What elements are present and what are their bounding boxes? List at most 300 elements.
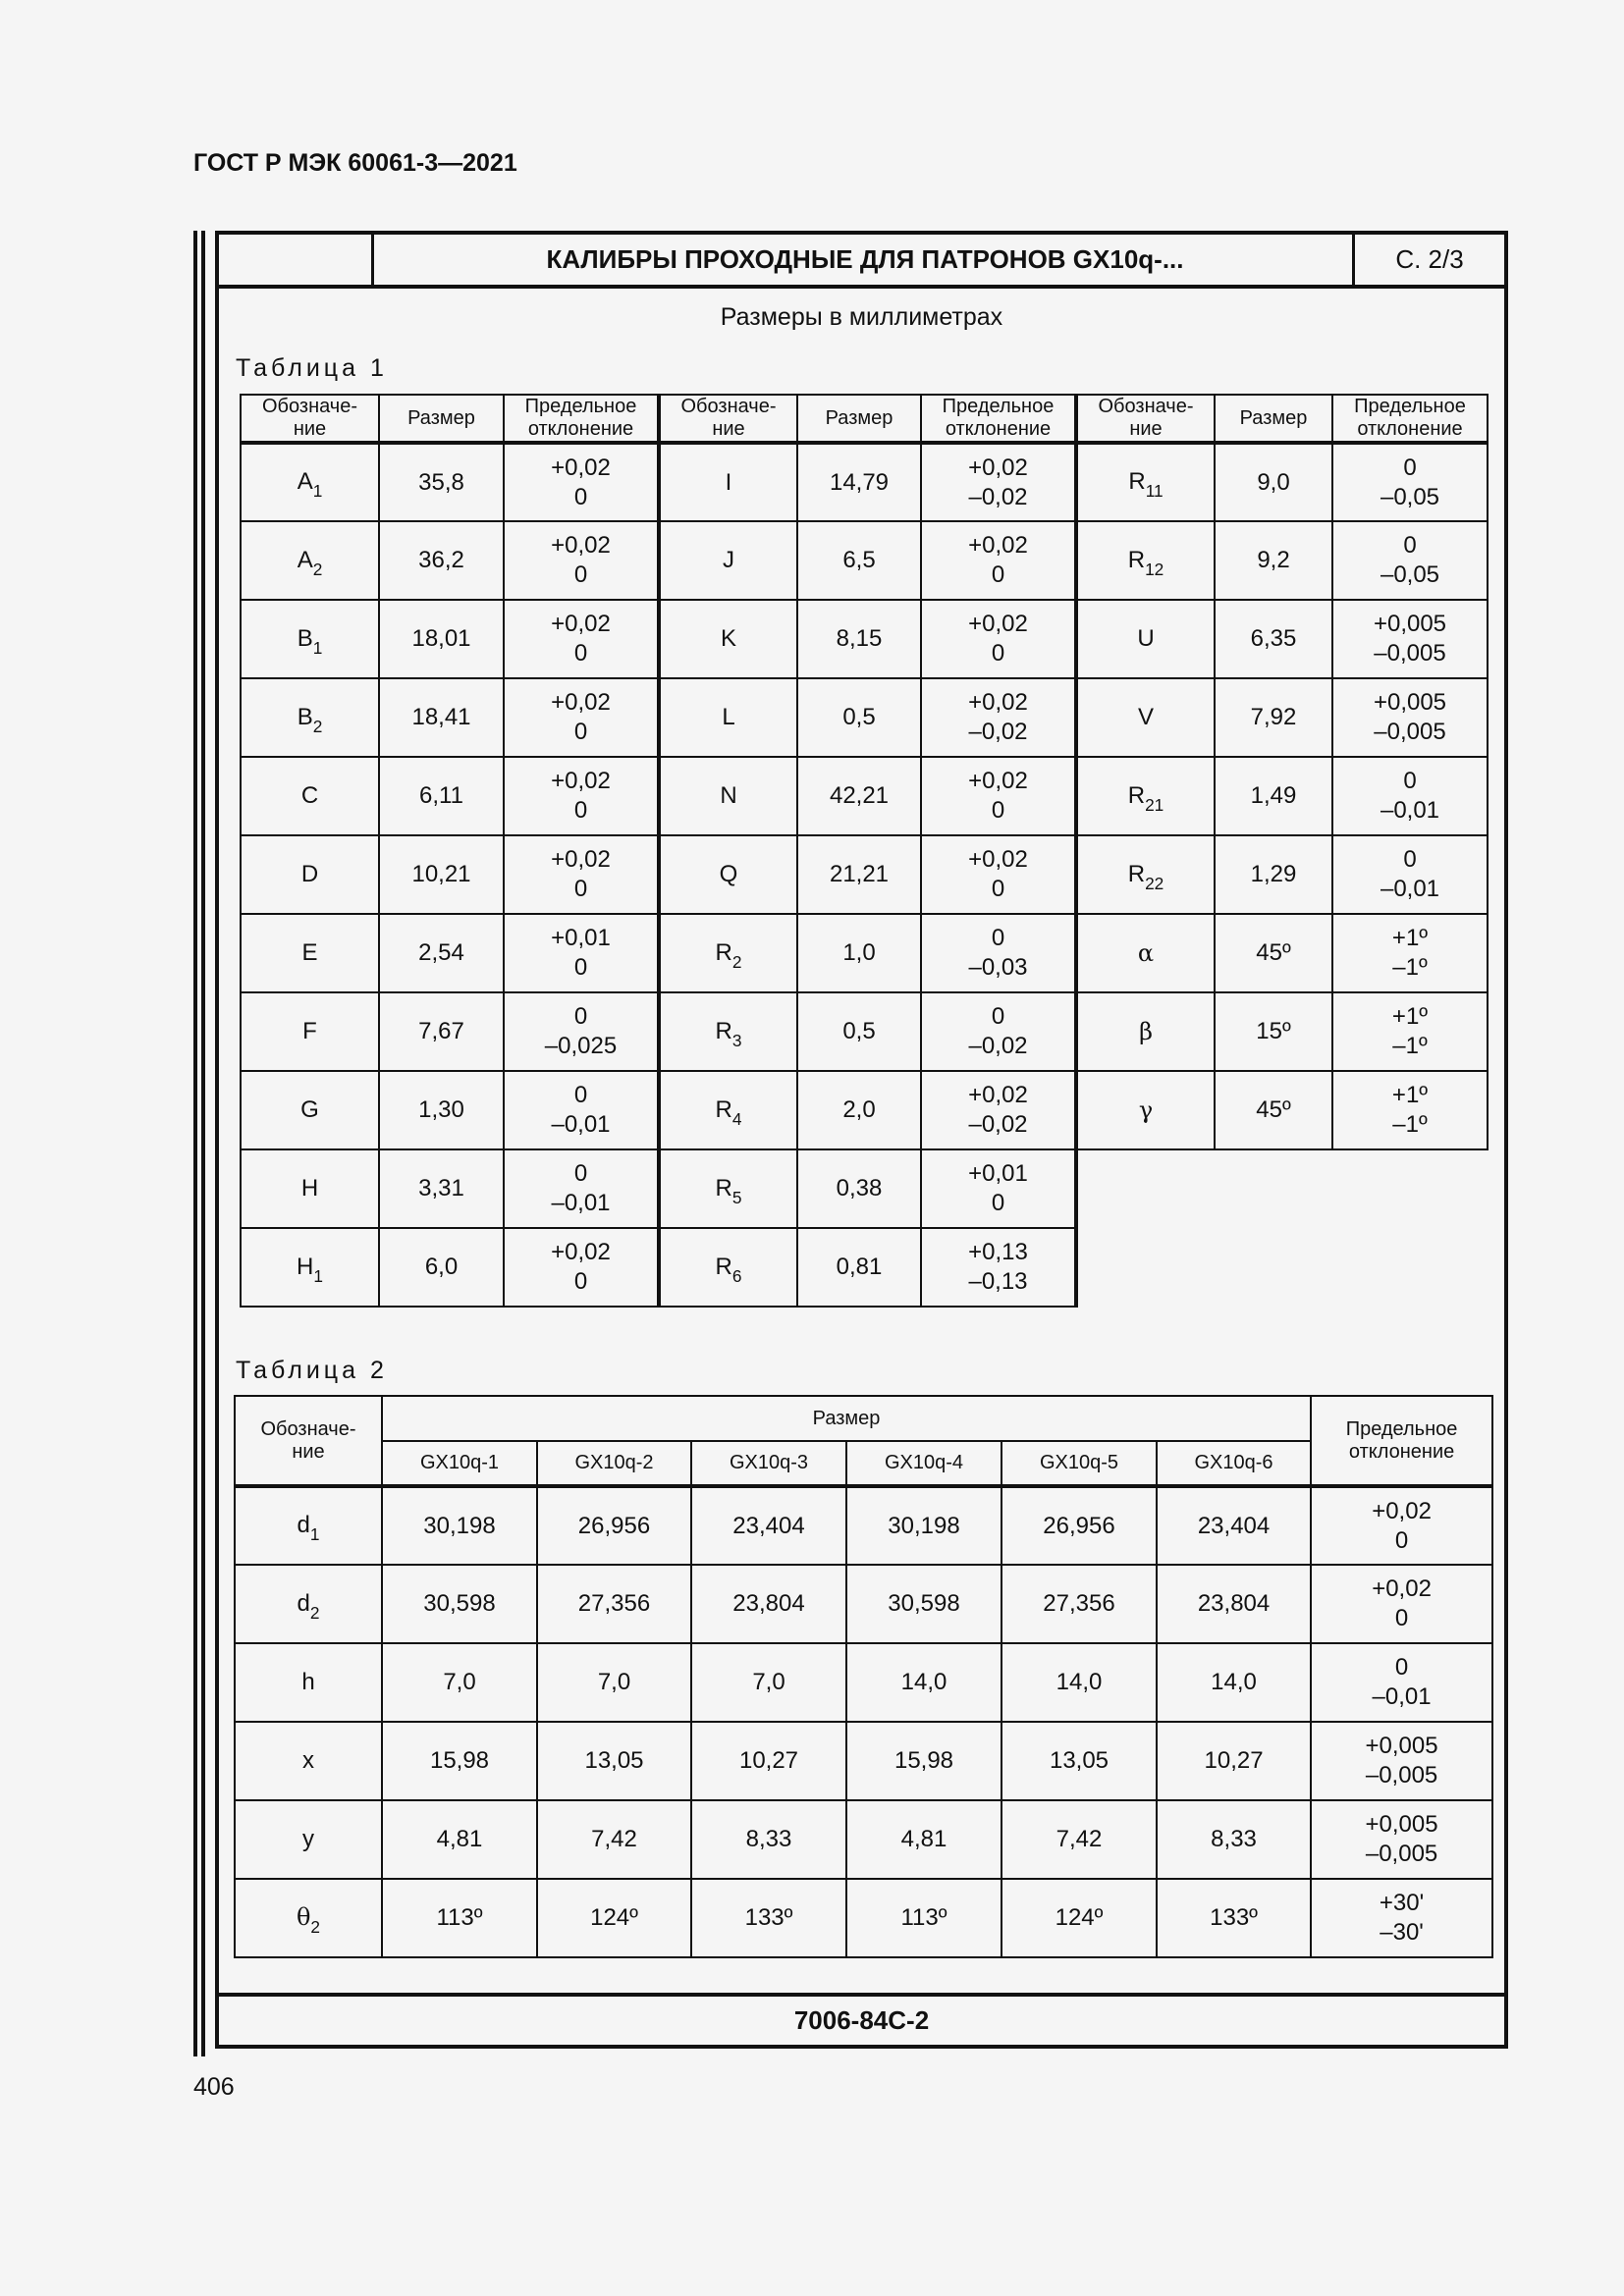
deviation-cell xyxy=(1332,678,1488,757)
designation-cell xyxy=(241,1071,379,1149)
designation-cell xyxy=(241,757,379,835)
designation-subscript: 3 xyxy=(731,1030,742,1050)
size-cell: 13,05 xyxy=(537,1722,691,1800)
size-cell: 7,42 xyxy=(1001,1800,1157,1879)
designation-subscript: 2 xyxy=(312,559,323,579)
sheet-number: С. 2/3 xyxy=(1352,235,1504,285)
deviation-line: 0 xyxy=(991,876,1005,902)
deviation-line: +0,02 xyxy=(968,846,1028,873)
deviation-line: +0,02 xyxy=(968,1082,1028,1108)
designation-symbol: L xyxy=(722,704,735,730)
designation-symbol: R xyxy=(1127,781,1146,809)
designation-symbol: R xyxy=(715,1253,732,1280)
size-cell: 113º xyxy=(382,1879,537,1957)
table-row xyxy=(241,443,1488,521)
designation-cell xyxy=(241,600,379,678)
size-cell: 30,198 xyxy=(382,1486,537,1565)
deviation-line: 0 xyxy=(573,1082,588,1108)
size-cell: 27,356 xyxy=(537,1565,691,1643)
table2-type-row xyxy=(235,1441,1492,1486)
deviation-line: –0,03 xyxy=(968,954,1028,981)
size-cell: 7,42 xyxy=(537,1800,691,1879)
designation-cell xyxy=(659,521,797,600)
size-cell: 0,5 xyxy=(797,678,921,757)
deviation-cell xyxy=(1332,1071,1488,1149)
deviation-line: +30' xyxy=(1379,1890,1425,1916)
deviation-line: +0,02 xyxy=(551,846,611,873)
table1-caption: Таблица 1 xyxy=(236,354,388,382)
size-cell: 4,81 xyxy=(382,1800,537,1879)
designation-cell xyxy=(241,1149,379,1228)
deviation-cell xyxy=(1332,757,1488,835)
designation-symbol: x xyxy=(302,1747,314,1774)
table-row xyxy=(235,1565,1492,1643)
designation-cell xyxy=(1076,992,1215,1071)
designation-symbol: y xyxy=(302,1826,314,1852)
designation-symbol: A xyxy=(297,546,313,573)
deviation-cell xyxy=(504,678,659,757)
designation-symbol: R xyxy=(715,1174,732,1201)
deviation-line: 0 xyxy=(1403,768,1417,794)
deviation-line: –0,01 xyxy=(1380,876,1440,902)
designation-subscript: 2 xyxy=(731,951,742,972)
empty-cell xyxy=(1076,1228,1215,1307)
designation-cell xyxy=(659,443,797,521)
size-cell: 13,05 xyxy=(1001,1722,1157,1800)
designation-symbol: C xyxy=(300,782,319,809)
binding-line xyxy=(201,231,205,2056)
type-header-cell: GX10q-1 xyxy=(382,1441,537,1486)
deviation-line: +0,02 xyxy=(968,611,1028,637)
designation-subscript: 1 xyxy=(309,1524,320,1544)
type-header-cell: GX10q-2 xyxy=(537,1441,691,1486)
deviation-line: 0 xyxy=(573,797,588,824)
deviation-cell xyxy=(504,992,659,1071)
table1-header-row xyxy=(241,395,1488,443)
size-cell: 18,41 xyxy=(379,678,504,757)
size-cell: 2,0 xyxy=(797,1071,921,1149)
deviation-line: +0,02 xyxy=(968,532,1028,559)
deviation-line: 0 xyxy=(573,561,588,588)
size-cell: 113º xyxy=(846,1879,1001,1957)
size-cell: 21,21 xyxy=(797,835,921,914)
size-cell: 8,15 xyxy=(797,600,921,678)
table1-header-cell: Обозначе- ние xyxy=(659,395,797,443)
designation-symbol: θ xyxy=(296,1903,311,1931)
deviation-line: 0 xyxy=(573,483,588,510)
designation-symbol: α xyxy=(1137,938,1155,967)
size-cell: 15º xyxy=(1215,992,1332,1071)
size-cell: 23,804 xyxy=(691,1565,846,1643)
size-cell: 42,21 xyxy=(797,757,921,835)
designation-symbol: R xyxy=(1127,860,1146,887)
table-row xyxy=(241,600,1488,678)
table-row xyxy=(241,1228,1488,1307)
deviation-cell xyxy=(504,521,659,600)
type-header-cell: GX10q-6 xyxy=(1157,1441,1311,1486)
designation-subscript: 1 xyxy=(312,481,323,501)
deviation-line: +0,02 xyxy=(968,454,1028,481)
size-cell: 8,33 xyxy=(1157,1800,1311,1879)
deviation-cell xyxy=(1332,835,1488,914)
deviation-line: 0 xyxy=(573,1003,588,1030)
deviation-line: 0 xyxy=(1403,532,1417,559)
deviation-line: 0 xyxy=(1403,454,1417,481)
deviation-line: –0,13 xyxy=(968,1268,1028,1295)
designation-subscript: 11 xyxy=(1145,481,1164,501)
deviation-line: 0 xyxy=(991,925,1005,951)
designation-subscript: 1 xyxy=(313,1265,323,1286)
deviation-line: –0,01 xyxy=(1372,1683,1432,1710)
designation-cell xyxy=(241,443,379,521)
table1-header-cell: Предельное отклонение xyxy=(1332,395,1488,443)
size-cell: 133º xyxy=(691,1879,846,1957)
designation-symbol: D xyxy=(300,861,319,887)
table1-dimensions xyxy=(240,394,1489,1308)
deviation-line: 0 xyxy=(573,640,588,667)
table-row xyxy=(241,521,1488,600)
designation-symbol: V xyxy=(1137,704,1154,730)
sheet-title: КАЛИБРЫ ПРОХОДНЫЕ ДЛЯ ПАТРОНОВ GX10q-... xyxy=(546,244,1184,274)
deviation-line: –0,05 xyxy=(1380,483,1440,510)
designation-cell xyxy=(659,678,797,757)
empty-cell xyxy=(1332,1149,1488,1228)
table-row xyxy=(241,678,1488,757)
deviation-line: –0,05 xyxy=(1380,561,1440,588)
deviation-line: +0,02 xyxy=(551,689,611,716)
designation-symbol: F xyxy=(302,1018,317,1044)
designation-subscript: 2 xyxy=(310,1917,321,1937)
deviation-cell xyxy=(921,914,1076,992)
deviation-cell xyxy=(1332,914,1488,992)
designation-cell xyxy=(659,1149,797,1228)
designation-subscript: 22 xyxy=(1145,873,1164,893)
size-cell: 9,0 xyxy=(1215,443,1332,521)
deviation-line: –0,005 xyxy=(1374,640,1446,667)
deviation-cell xyxy=(921,835,1076,914)
deviation-cell xyxy=(504,443,659,521)
deviation-cell xyxy=(504,757,659,835)
designation-cell xyxy=(659,992,797,1071)
size-cell: 14,79 xyxy=(797,443,921,521)
type-header-cell: GX10q-5 xyxy=(1001,1441,1157,1486)
designation-symbol: G xyxy=(300,1096,319,1123)
deviation-line: +0,02 xyxy=(1372,1575,1432,1602)
deviation-line: 0 xyxy=(991,1003,1005,1030)
designation-cell xyxy=(241,992,379,1071)
designation-cell xyxy=(235,1565,382,1643)
empty-cell xyxy=(1215,1149,1332,1228)
deviation-line: –1º xyxy=(1392,954,1428,981)
table-row xyxy=(235,1643,1492,1722)
size-cell: 4,81 xyxy=(846,1800,1001,1879)
deviation-cell xyxy=(921,757,1076,835)
designation-cell xyxy=(1076,521,1215,600)
deviation-cell xyxy=(1311,1643,1492,1722)
size-cell: 23,404 xyxy=(691,1486,846,1565)
table2-dimensions xyxy=(234,1395,1493,1958)
designation-cell xyxy=(1076,914,1215,992)
size-cell: 7,0 xyxy=(537,1643,691,1722)
designation-cell xyxy=(241,678,379,757)
designation-symbol: B xyxy=(297,624,313,652)
designation-symbol: R xyxy=(715,938,732,966)
size-cell: 30,598 xyxy=(846,1565,1001,1643)
size-cell: 15,98 xyxy=(846,1722,1001,1800)
designation-symbol: E xyxy=(301,939,318,966)
table-row xyxy=(235,1800,1492,1879)
designation-cell xyxy=(659,914,797,992)
size-cell: 15,98 xyxy=(382,1722,537,1800)
designation-cell xyxy=(1076,835,1215,914)
size-cell: 133º xyxy=(1157,1879,1311,1957)
size-cell: 6,0 xyxy=(379,1228,504,1307)
deviation-cell xyxy=(504,1228,659,1307)
deviation-cell xyxy=(921,678,1076,757)
designation-cell xyxy=(241,1228,379,1307)
size-cell: 26,956 xyxy=(1001,1486,1157,1565)
deviation-line: 0 xyxy=(1394,1526,1409,1554)
size-cell: 0,38 xyxy=(797,1149,921,1228)
deviation-line: +0,01 xyxy=(968,1160,1028,1187)
table1-header-cell: Размер xyxy=(797,395,921,443)
deviation-cell xyxy=(1311,1722,1492,1800)
deviation-line: +0,02 xyxy=(551,532,611,559)
table2-header-designation: Обозначе- ние xyxy=(235,1396,382,1486)
empty-cell xyxy=(1215,1228,1332,1307)
designation-subscript: 21 xyxy=(1145,794,1164,815)
size-cell: 9,2 xyxy=(1215,521,1332,600)
designation-cell xyxy=(235,1643,382,1722)
size-cell: 1,49 xyxy=(1215,757,1332,835)
deviation-cell xyxy=(504,835,659,914)
size-cell: 1,30 xyxy=(379,1071,504,1149)
size-cell: 6,5 xyxy=(797,521,921,600)
deviation-line: 0 xyxy=(573,876,588,902)
designation-symbol: R xyxy=(1128,468,1146,495)
table2-header-size: Размер xyxy=(382,1396,1311,1441)
deviation-cell xyxy=(1332,992,1488,1071)
designation-subscript: 6 xyxy=(731,1265,742,1286)
size-cell: 1,0 xyxy=(797,914,921,992)
deviation-cell xyxy=(1332,600,1488,678)
designation-cell xyxy=(235,1879,382,1957)
designation-cell xyxy=(241,521,379,600)
deviation-line: +1º xyxy=(1391,925,1429,951)
page-number: 406 xyxy=(193,2073,235,2101)
deviation-cell xyxy=(504,1071,659,1149)
table1-header-cell: Обозначе- ние xyxy=(1076,395,1215,443)
size-cell: 35,8 xyxy=(379,443,504,521)
empty-cell xyxy=(1332,1228,1488,1307)
deviation-cell xyxy=(1332,521,1488,600)
drawing-code: 7006-84C-2 xyxy=(219,1993,1504,2045)
designation-cell xyxy=(659,1071,797,1149)
designation-cell xyxy=(235,1800,382,1879)
designation-symbol: K xyxy=(720,625,736,652)
designation-symbol: h xyxy=(301,1669,315,1695)
deviation-line: +0,005 xyxy=(1365,1733,1438,1759)
designation-cell xyxy=(659,835,797,914)
deviation-line: +0,01 xyxy=(551,925,611,951)
size-cell: 10,21 xyxy=(379,835,504,914)
standard-number: ГОСТ Р МЭК 60061-3—2021 xyxy=(193,149,517,177)
designation-symbol: γ xyxy=(1138,1095,1154,1124)
designation-cell xyxy=(1076,443,1215,521)
size-cell: 7,0 xyxy=(382,1643,537,1722)
deviation-line: +1º xyxy=(1391,1003,1429,1030)
deviation-cell xyxy=(1332,443,1488,521)
deviation-line: 0 xyxy=(991,797,1005,824)
size-cell: 14,0 xyxy=(1157,1643,1311,1722)
designation-symbol: U xyxy=(1137,625,1155,652)
deviation-cell xyxy=(921,443,1076,521)
deviation-line: –0,02 xyxy=(968,719,1028,745)
deviation-cell xyxy=(921,1149,1076,1228)
designation-symbol: B xyxy=(297,703,313,730)
size-cell: 30,598 xyxy=(382,1565,537,1643)
designation-cell xyxy=(659,600,797,678)
size-cell: 1,29 xyxy=(1215,835,1332,914)
deviation-line: 0 xyxy=(573,719,588,745)
size-cell: 45º xyxy=(1215,914,1332,992)
deviation-line: 0 xyxy=(573,1268,588,1295)
size-cell: 36,2 xyxy=(379,521,504,600)
table1-header-cell: Обозначе- ние xyxy=(241,395,379,443)
deviation-line: 0 xyxy=(573,1160,588,1187)
deviation-cell xyxy=(504,600,659,678)
deviation-line: +0,005 xyxy=(1373,689,1447,716)
size-cell: 8,33 xyxy=(691,1800,846,1879)
deviation-line: +0,005 xyxy=(1373,611,1447,637)
size-cell: 7,92 xyxy=(1215,678,1332,757)
size-cell: 23,804 xyxy=(1157,1565,1311,1643)
deviation-cell xyxy=(1311,1879,1492,1957)
designation-symbol: J xyxy=(723,547,734,573)
table2-header-deviation: Предельное отклонение xyxy=(1311,1396,1492,1486)
designation-cell xyxy=(659,1228,797,1307)
title-block xyxy=(219,235,1504,289)
deviation-cell xyxy=(1311,1565,1492,1643)
designation-cell xyxy=(1076,600,1215,678)
designation-symbol: H xyxy=(297,1253,314,1280)
designation-symbol: Q xyxy=(719,861,738,887)
size-cell: 7,0 xyxy=(691,1643,846,1722)
deviation-line: –1º xyxy=(1392,1111,1428,1138)
deviation-line: +0,02 xyxy=(551,611,611,637)
deviation-line: –0,005 xyxy=(1374,719,1446,745)
deviation-line: +0,13 xyxy=(968,1239,1028,1265)
designation-symbol: A xyxy=(297,468,313,495)
deviation-line: +0,02 xyxy=(968,689,1028,716)
deviation-line: –0,02 xyxy=(968,1111,1028,1138)
table-row xyxy=(241,1149,1488,1228)
empty-cell xyxy=(1076,1149,1215,1228)
deviation-line: 0 xyxy=(1403,846,1417,873)
deviation-line: 0 xyxy=(991,561,1005,588)
deviation-cell xyxy=(504,1149,659,1228)
table-row xyxy=(241,757,1488,835)
designation-symbol: N xyxy=(720,782,737,809)
designation-cell xyxy=(235,1486,382,1565)
size-cell: 10,27 xyxy=(691,1722,846,1800)
size-cell: 14,0 xyxy=(846,1643,1001,1722)
designation-symbol: H xyxy=(300,1175,319,1201)
size-cell: 27,356 xyxy=(1001,1565,1157,1643)
deviation-line: +0,02 xyxy=(1372,1497,1432,1524)
deviation-cell xyxy=(921,1071,1076,1149)
table1-header-cell: Размер xyxy=(1215,395,1332,443)
deviation-line: 0 xyxy=(991,1190,1005,1216)
designation-subscript: 2 xyxy=(312,716,323,736)
deviation-cell xyxy=(1311,1486,1492,1565)
deviation-line: 0 xyxy=(573,954,588,981)
deviation-line: +0,02 xyxy=(551,1239,611,1265)
table1-header-cell: Предельное отклонение xyxy=(921,395,1076,443)
deviation-line: +1º xyxy=(1391,1082,1429,1108)
table-row xyxy=(235,1486,1492,1565)
table-row xyxy=(241,914,1488,992)
designation-subscript: 4 xyxy=(731,1108,742,1129)
size-cell: 18,01 xyxy=(379,600,504,678)
deviation-line: –30' xyxy=(1380,1919,1424,1946)
size-cell: 0,81 xyxy=(797,1228,921,1307)
deviation-line: –0,01 xyxy=(1380,797,1440,824)
size-cell: 45º xyxy=(1215,1071,1332,1149)
deviation-line: 0 xyxy=(1394,1654,1409,1681)
size-cell: 2,54 xyxy=(379,914,504,992)
deviation-line: 0 xyxy=(991,640,1005,667)
designation-symbol: I xyxy=(725,468,732,496)
title-block-empty-cell xyxy=(219,235,374,285)
table1-header-cell: Размер xyxy=(379,395,504,443)
designation-subscript: 2 xyxy=(309,1602,320,1623)
table-row xyxy=(241,992,1488,1071)
designation-symbol: R xyxy=(1127,546,1146,573)
designation-symbol: R xyxy=(715,1017,732,1044)
designation-cell xyxy=(241,835,379,914)
deviation-line: 0 xyxy=(1394,1605,1409,1631)
deviation-cell xyxy=(921,600,1076,678)
designation-symbol: β xyxy=(1139,1017,1153,1045)
designation-cell xyxy=(659,757,797,835)
designation-subscript: 5 xyxy=(731,1187,742,1207)
table-row xyxy=(241,835,1488,914)
size-cell: 6,35 xyxy=(1215,600,1332,678)
deviation-line: +0,02 xyxy=(551,768,611,794)
deviation-line: +0,02 xyxy=(968,768,1028,794)
table2-header-row xyxy=(235,1396,1492,1441)
designation-symbol: d xyxy=(297,1512,310,1538)
table-row xyxy=(241,1071,1488,1149)
type-header-cell: GX10q-4 xyxy=(846,1441,1001,1486)
table-row xyxy=(235,1722,1492,1800)
designation-cell xyxy=(241,914,379,992)
deviation-line: –1º xyxy=(1392,1033,1428,1059)
size-cell: 3,31 xyxy=(379,1149,504,1228)
size-cell: 10,27 xyxy=(1157,1722,1311,1800)
size-cell: 14,0 xyxy=(1001,1643,1157,1722)
size-cell: 7,67 xyxy=(379,992,504,1071)
deviation-cell xyxy=(921,1228,1076,1307)
deviation-cell xyxy=(921,992,1076,1071)
designation-subscript: 1 xyxy=(312,637,323,658)
table1-header-cell: Предельное отклонение xyxy=(504,395,659,443)
deviation-line: +0,02 xyxy=(551,454,611,481)
table2-caption: Таблица 2 xyxy=(236,1357,388,1384)
size-cell: 23,404 xyxy=(1157,1486,1311,1565)
size-cell: 124º xyxy=(537,1879,691,1957)
